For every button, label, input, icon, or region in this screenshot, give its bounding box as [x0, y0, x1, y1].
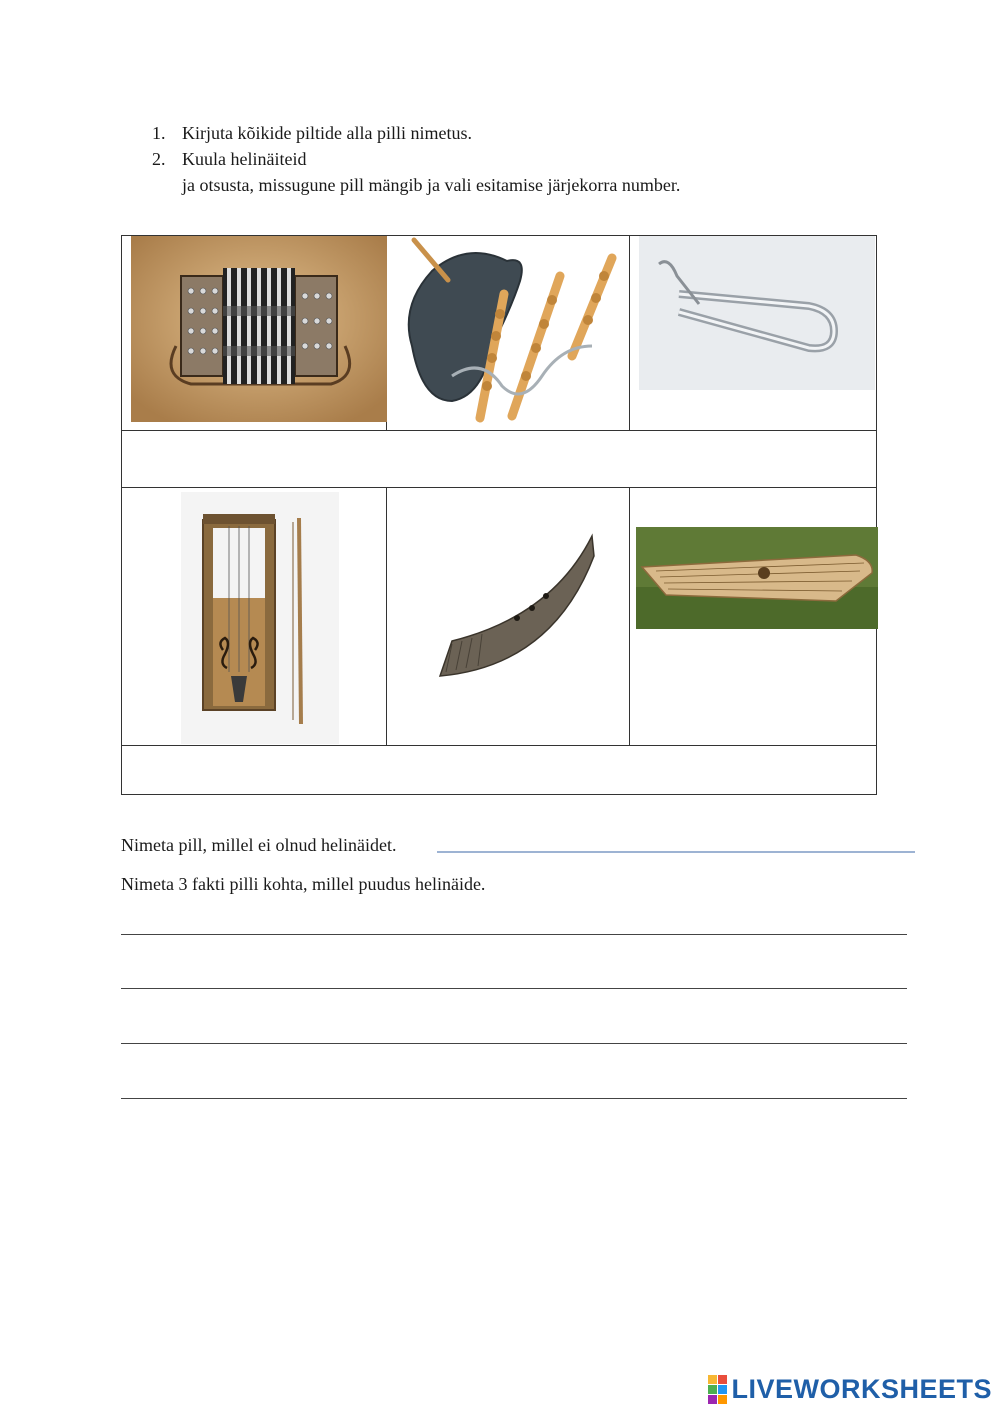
logo-mark-icon	[708, 1375, 727, 1404]
instruction-continuation: ja otsusta, missugune pill mängib ja vali esitamise järjekorra number.	[182, 175, 681, 195]
bagpipe-icon	[392, 236, 622, 428]
question-1: Nimeta pill, millel ei olnud helinäidet.	[121, 835, 397, 855]
bowed-lyre-icon	[181, 492, 339, 744]
writing-line-1[interactable]	[121, 934, 907, 935]
horn-icon	[432, 526, 597, 681]
instrument-table	[121, 235, 877, 795]
instruction-number: 1.	[152, 123, 166, 143]
instruction-number: 2.	[152, 149, 166, 169]
brand-name: LIVEWORKSHEETS	[731, 1374, 992, 1404]
answer-row-1[interactable]	[122, 431, 876, 487]
instruction-text: Kirjuta kõikide piltide alla pilli nimetus.	[182, 123, 472, 143]
bowed-lyre-picture	[181, 492, 339, 749]
writing-line-3[interactable]	[121, 1043, 907, 1044]
instruction-2	[152, 146, 680, 172]
answer-field-1[interactable]	[437, 851, 915, 853]
jaw-harp-picture	[639, 236, 875, 395]
accordion-picture	[131, 236, 387, 427]
instruction-text: Kuula helinäiteid	[182, 149, 307, 169]
answer-row-2[interactable]	[122, 746, 876, 795]
kannel-icon	[636, 527, 878, 629]
jaw-harp-icon	[639, 236, 875, 390]
liveworksheets-logo	[708, 1374, 992, 1405]
instructions	[152, 120, 680, 198]
kannel-picture	[636, 527, 878, 634]
instruction-1	[152, 120, 680, 146]
question-2: Nimeta 3 fakti pilli kohta, millel puudus helinäide.	[121, 874, 486, 894]
horn-picture	[432, 526, 597, 686]
bagpipe-picture	[392, 236, 622, 433]
writing-line-2[interactable]	[121, 988, 907, 989]
accordion-icon	[131, 236, 387, 422]
writing-line-4[interactable]	[121, 1098, 907, 1099]
